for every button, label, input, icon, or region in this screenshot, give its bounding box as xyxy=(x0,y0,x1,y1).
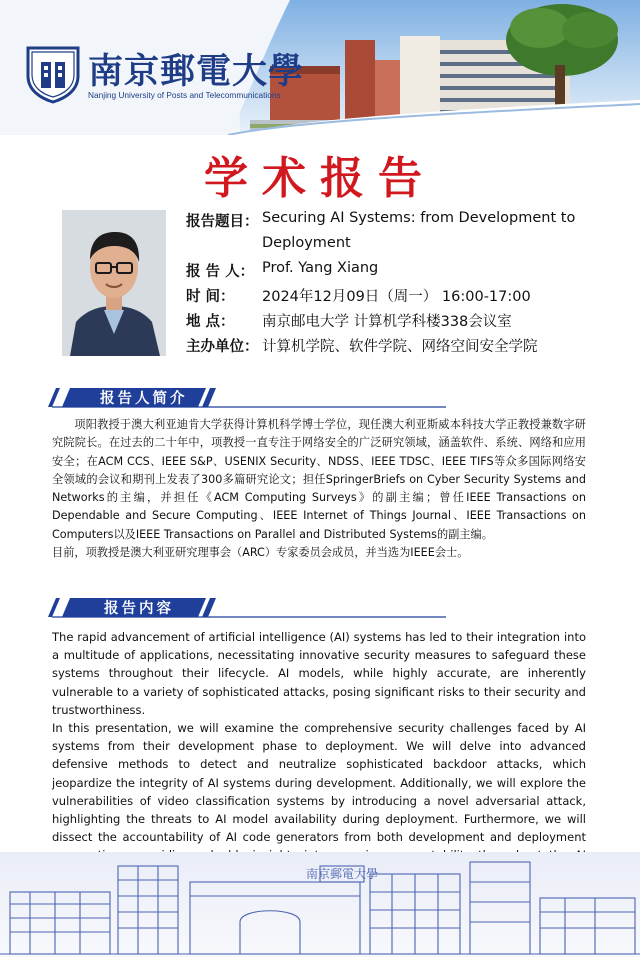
nupt-emblem-icon xyxy=(22,42,84,104)
campus-line-art-icon xyxy=(0,852,640,957)
speaker-photo xyxy=(62,210,166,356)
header-banner xyxy=(0,0,640,135)
speaker-label: 报 告 人： xyxy=(186,264,255,280)
time-row xyxy=(186,285,531,306)
abstract-paragraph: The rapid advancement of artificial intelligence (AI) systems has led to their integration into a multitude of applications, necessitating innovative security measures to safeguard these systems throughout their lifecycle. AI models, while highly accurate, are inherently vulnerable to a variety of sophisticated attacks, posing significant risks to their security and trustworthiness. xyxy=(52,630,586,717)
speaker-value: Prof. Yang Xiang xyxy=(262,260,379,276)
place-row xyxy=(186,310,512,331)
university-name-cn: 南京郵電大學 xyxy=(88,51,305,92)
host-row xyxy=(186,335,538,356)
bio-section-banner xyxy=(46,384,446,408)
place-value: 南京邮电大学 计算机学科楼338会议室 xyxy=(262,314,512,330)
university-name-en: Nanjing University of Posts and Telecommunications xyxy=(88,90,281,100)
page-title: 学术报告 xyxy=(204,153,436,204)
footer-sign-text: 南京郵電大學 xyxy=(305,867,379,881)
speaker-row xyxy=(186,260,379,281)
topic-label: 报告题目： xyxy=(186,214,259,230)
speaker-bio xyxy=(52,416,586,562)
abstract-section-banner xyxy=(46,594,446,618)
bio-paragraph: 目前，项教授是澳大利亚研究理事会（ARC）专家委员会成员，并当选为IEEE会士。 xyxy=(52,546,469,560)
abstract-paragraph: In this presentation, we will examine the comprehensive security challenges faced by AI systems from their development phase to deployment. We will delve into advanced defensive methods to detect and neutralize sophisticated backdoor attacks, which jeopardize the integrity of AI systems during development. Additionally, we will explore the vulnerabilities of video classification systems by introducing a novel adversarial attack, highlighting the threats to AI model availability during deployment. Furthermore, we will dissect the accountability of AI code generators from both development and deployment xyxy=(52,721,586,845)
abstract-section-title: 报告内容 xyxy=(104,601,174,617)
topic-line1: Securing AI Systems: from Development to xyxy=(262,210,576,226)
place-label: 地 点： xyxy=(186,314,235,330)
bio-paragraph: 项阳教授于澳大利亚迪肯大学获得计算机科学博士学位，现任澳大利亚斯威本科技大学正教授兼数字研究院院长。在过去的二十年中，项教授一直专注于网络安全的广泛研究领域，涵盖软件、系统、网络和应用安全；在ACM CCS、IEEE S&P、USENIX Security、NDSS、IEEE TDSC、IEEE TIFS等众多国际网络安全领域的会议和期刊上发表了300多篇研究论文；担任SpringerBriefs on Cyber Security Systems and Networks的主编，并担任《ACM Computing Surveys》的副主编；曾任IEEE Transactions on Dependable and Secure Computing、IEEE Internet of Things Journal、IEEE Transactions on Computers以及IEEE Transactions on Parallel and Distributed Systems的副主编。 xyxy=(52,418,586,541)
topic-row xyxy=(186,210,576,231)
host-value: 计算机学院、软件学院、网络空间安全学院 xyxy=(262,339,538,355)
bio-section-title: 报告人简介 xyxy=(100,391,188,407)
talk-abstract xyxy=(52,628,586,883)
topic-line2: Deployment xyxy=(262,235,351,251)
time-label: 时 间： xyxy=(186,289,235,305)
time-value: 2024年12月09日（周一） 16:00-17:00 xyxy=(262,289,531,305)
host-label: 主办单位： xyxy=(186,339,259,355)
